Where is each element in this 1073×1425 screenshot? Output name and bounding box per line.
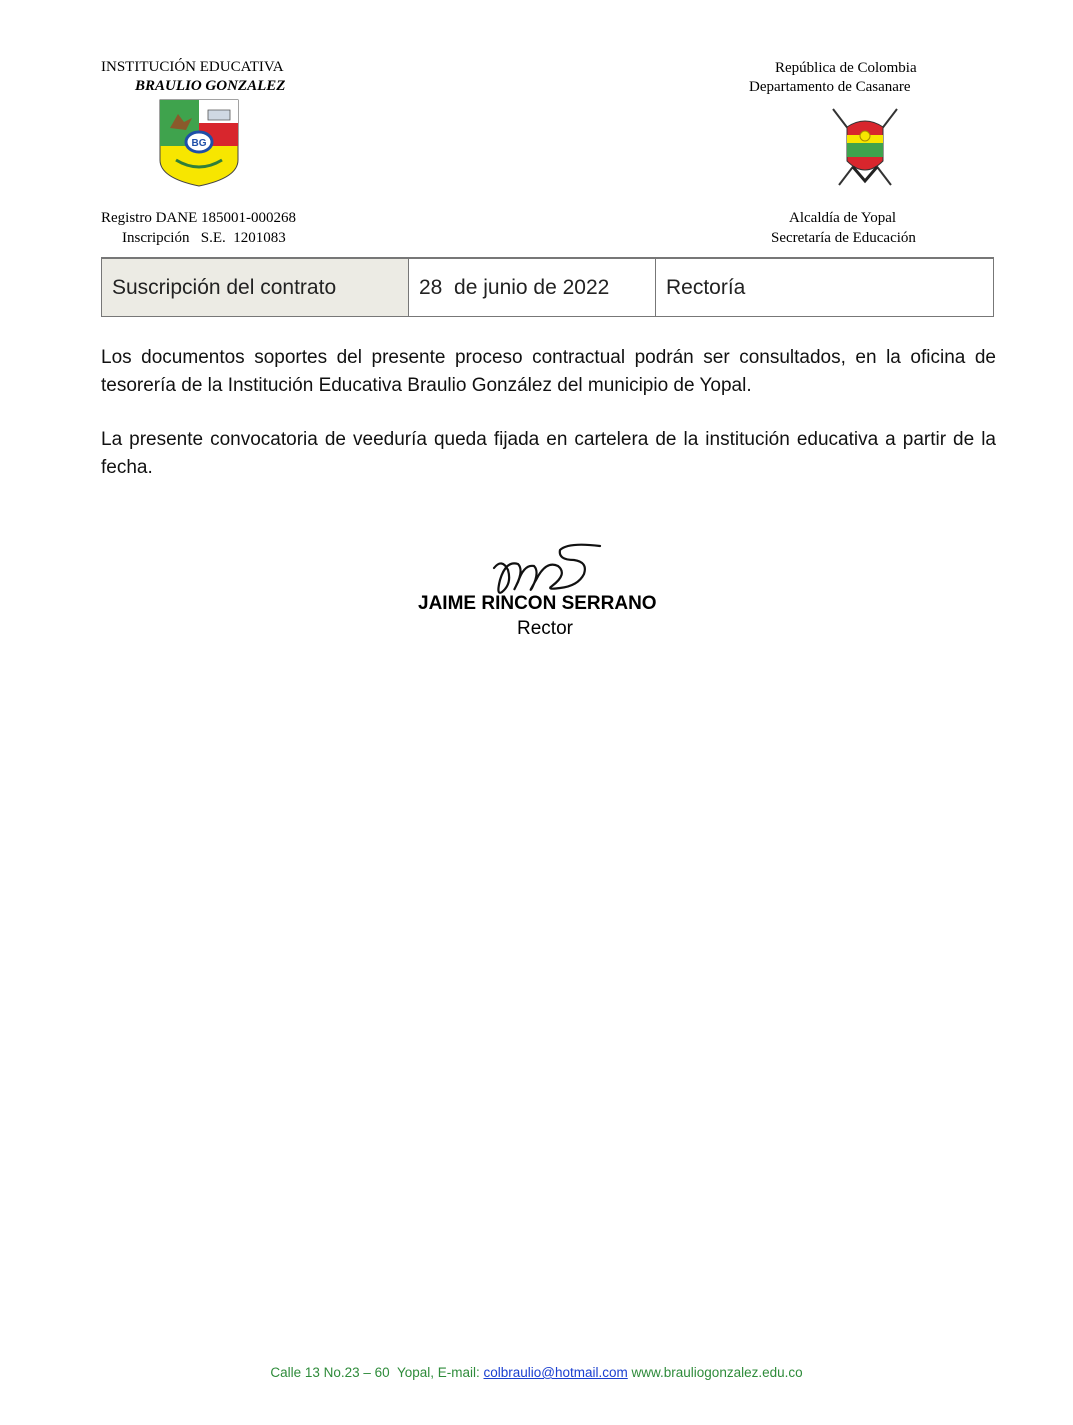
footer: [0, 1365, 1073, 1380]
registro-dane: Registro DANE 185001-000268: [101, 210, 296, 226]
paragraph-documents: Los documentos soportes del presente proceso contractual podrán ser consultados, en la oficina de tesorería de la Institución Educativa Braulio González del municipio de Yopal.: [101, 347, 996, 396]
footer-email-link[interactable]: colbraulio@hotmail.com: [483, 1365, 628, 1380]
secretaria-name: Secretaría de Educación: [771, 230, 916, 246]
crest-initials: BG: [191, 138, 207, 149]
signatory-name: JAIME RINCON SERRANO: [418, 593, 657, 614]
inscripcion: Inscripción S.E. 1201083: [122, 230, 286, 246]
country-name: República de Colombia: [775, 60, 917, 76]
table-cell-activity: Suscripción del contrato: [102, 259, 408, 316]
table-cell-responsible: Rectoría: [655, 259, 993, 316]
table-cell-date: 28 de junio de 2022: [408, 259, 655, 316]
institution-type: INSTITUCIÓN EDUCATIVA: [101, 59, 284, 75]
school-crest-logo: [158, 98, 240, 188]
footer-address: Calle 13 No.23 – 60 Yopal, E-mail:: [270, 1365, 484, 1380]
paragraph-convocatoria: La presente convocatoria de veeduría queda fijada en cartelera de la institución educativa a partir de la fecha.: [101, 429, 996, 478]
footer-website[interactable]: www.brauliogonzalez.edu.co: [627, 1365, 803, 1380]
contract-table: [101, 257, 994, 317]
signatory-role: Rector: [517, 618, 573, 639]
casanare-coat-of-arms: [829, 105, 901, 191]
department-name: Departamento de Casanare: [749, 79, 911, 95]
institution-name: BRAULIO GONZALEZ: [135, 78, 286, 94]
alcaldia-name: Alcaldía de Yopal: [789, 210, 897, 226]
